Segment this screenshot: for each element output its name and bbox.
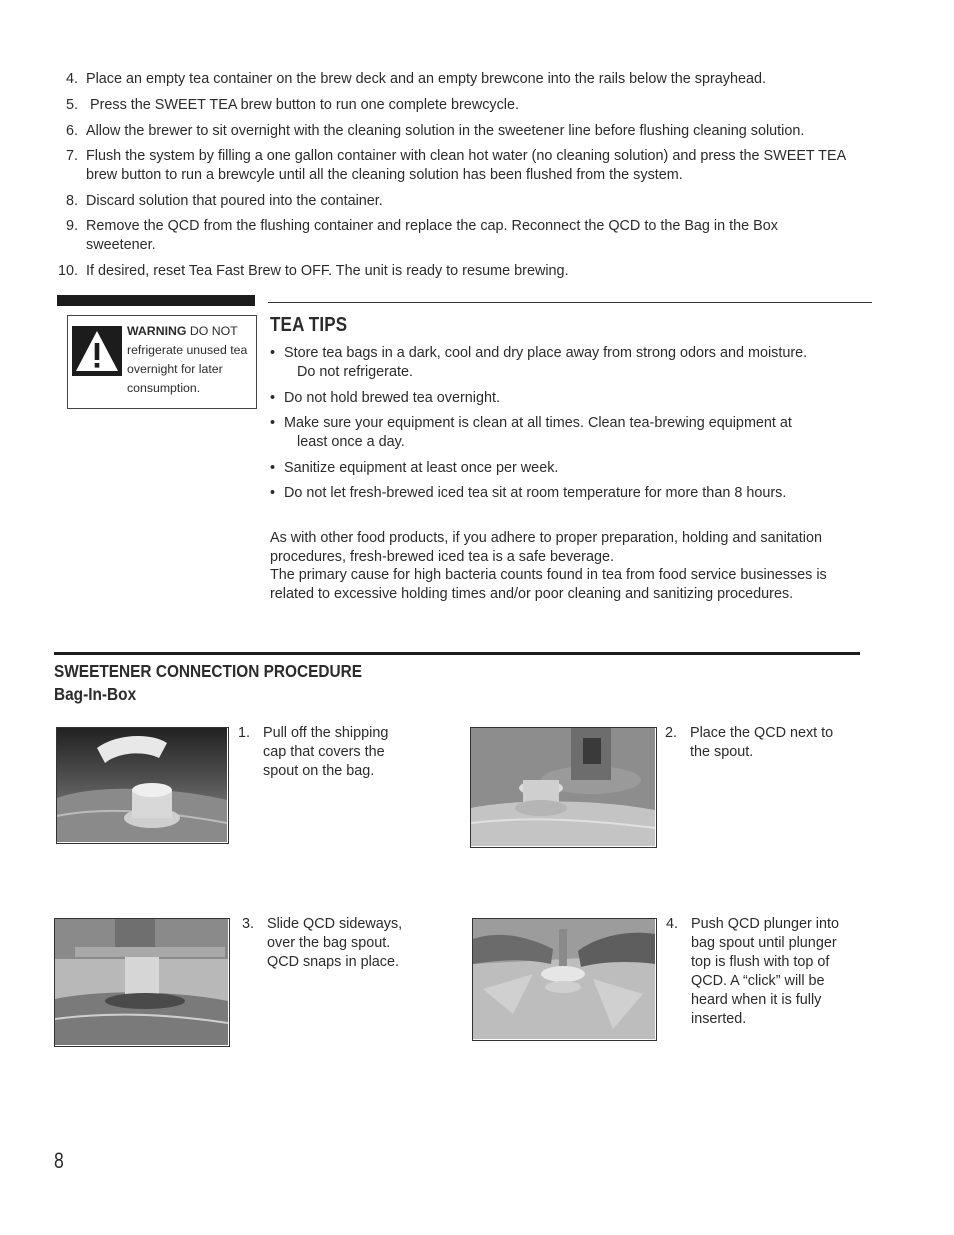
procedure-step-text: Pull off the shipping cap that covers the spout on the bag. — [263, 725, 389, 779]
procedure-step-number: 1. — [238, 725, 251, 741]
bullet: • — [270, 345, 276, 361]
photo-push-plunger — [472, 918, 657, 1041]
step-text: Place an empty tea container on the brew deck and an empty brewcone into the rails below the sprayhead. — [86, 71, 766, 87]
step-text: Flush the system by filling a one gallon container with clean hot water (no cleaning solution) and press the SWEET TEA brew button to run a brewcyle until all the cleaning solution has been flushed from the system. — [86, 148, 846, 183]
tip-text-continued: least once a day. — [297, 434, 405, 450]
bullet: • — [270, 415, 276, 431]
step-number: 5. — [65, 97, 78, 113]
procedure-step-text: Place the QCD next to the spout. — [690, 725, 834, 760]
step-number: 7. — [65, 148, 78, 164]
procedure-step-text: Slide QCD sideways, over the bag spout. QCD snaps in place. — [267, 916, 403, 970]
tip-text: Store tea bags in a dark, cool and dry place away from strong odors and moisture. — [284, 345, 808, 361]
tips-paragraph: As with other food products, if you adhere to proper preparation, holding and sanitation procedures, fresh-brewed iced tea is a safe beverage. — [270, 530, 822, 565]
section-subtitle: Bag-In-Box — [54, 684, 137, 704]
bullet: • — [270, 460, 276, 476]
warning-text — [127, 322, 255, 398]
warning-message: DO NOT refrigerate unused tea overnight for later consumption. — [127, 324, 248, 395]
procedure-step-text: Push QCD plunger into bag spout until plunger top is flush with top of QCD. A “click” will be heard when it is fully inserted. — [691, 916, 839, 1027]
bullet: • — [270, 390, 276, 406]
bullet: • — [270, 485, 276, 501]
tip-text: Sanitize equipment at least once per week. — [284, 460, 559, 476]
procedure-step-number: 3. — [242, 916, 255, 932]
tip-text: Do not let fresh-brewed iced tea sit at room temperature for more than 8 hours. — [284, 485, 787, 501]
page-number: 8 — [54, 1148, 64, 1173]
photo-place-qcd — [470, 727, 657, 848]
warning-box — [67, 315, 257, 409]
step-number: 4. — [65, 71, 78, 87]
step-text: If desired, reset Tea Fast Brew to OFF. The unit is ready to resume brewing. — [86, 263, 569, 279]
step-text: Allow the brewer to sit overnight with the cleaning solution in the sweetener line before flushing cleaning solution. — [86, 123, 805, 139]
tea-tips-rule — [268, 302, 872, 303]
tip-text: Make sure your equipment is clean at all times. Clean tea-brewing equipment at — [284, 415, 792, 431]
photo-remove-cap — [56, 727, 229, 844]
photo-slide-qcd — [54, 918, 230, 1047]
step-number: 10. — [57, 263, 78, 279]
tip-text: Do not hold brewed tea overnight. — [284, 390, 501, 406]
tips-paragraph: The primary cause for high bacteria counts found in tea from food service businesses is related to excessive holding times and/or poor cleaning and sanitizing procedures. — [270, 567, 827, 602]
tip-text-continued: Do not refrigerate. — [297, 364, 413, 380]
step-number: 9. — [65, 218, 78, 234]
tea-tips-title: TEA TIPS — [270, 314, 348, 336]
step-text: Discard solution that poured into the container. — [86, 193, 383, 209]
step-text: Press the SWEET TEA brew button to run one complete brewcycle. — [86, 97, 519, 113]
step-number: 8. — [65, 193, 78, 209]
procedure-step-number: 4. — [666, 916, 679, 932]
warning-header-bar — [57, 295, 255, 306]
section-rule — [54, 652, 860, 655]
step-text: Remove the QCD from the flushing container and replace the cap. Reconnect the QCD to the Bag in the Box sweetener. — [86, 218, 778, 253]
warning-icon — [72, 326, 122, 376]
step-number: 6. — [65, 123, 78, 139]
warning-label: WARNING — [127, 324, 187, 338]
section-title: SWEETENER CONNECTION PROCEDURE — [54, 661, 363, 681]
procedure-step-number: 2. — [665, 725, 678, 741]
